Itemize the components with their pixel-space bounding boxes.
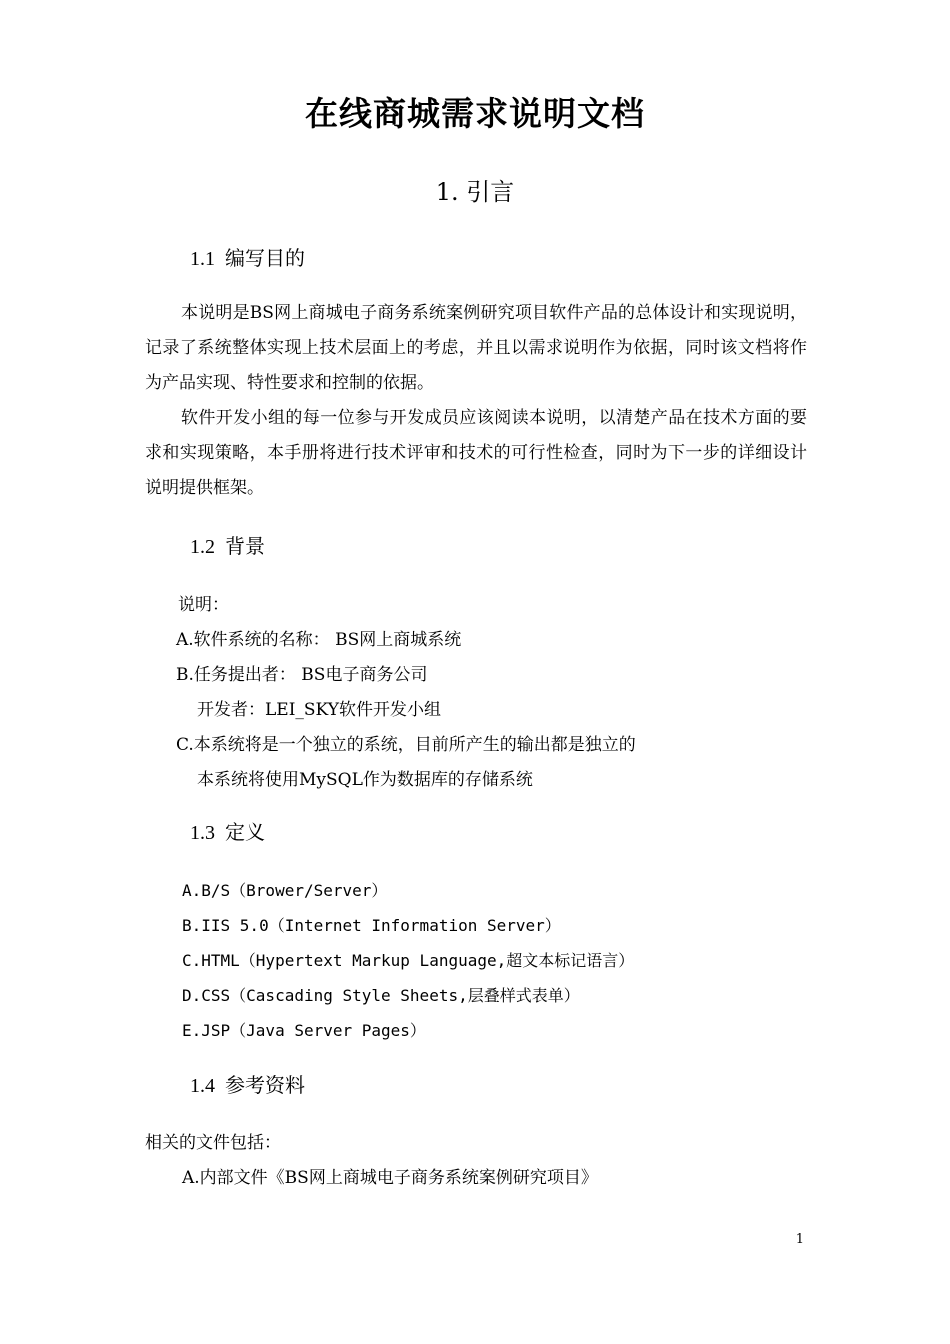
section-title: 编写目的: [225, 246, 305, 270]
section-heading-1-2: [190, 530, 265, 559]
section-number: 1.3: [190, 822, 215, 844]
section-number: 1.2: [190, 536, 215, 558]
section-heading-1-1: [190, 242, 305, 271]
page-number: 1: [795, 1232, 804, 1247]
reference-line: A.内部文件《BS网上商城电子商务系统案例研究项目》: [182, 1168, 598, 1188]
section-body-1-1: [145, 296, 807, 506]
background-line: C.本系统将是一个独立的系统，目前所产生的输出都是独立的: [176, 735, 636, 755]
section-heading-1-4: [190, 1069, 305, 1098]
definition-item: A.B/S（Brower/Server）: [182, 881, 388, 900]
section-number: 1.1: [190, 248, 215, 270]
definition-item: E.JSP（Java Server Pages）: [182, 1021, 426, 1040]
chapter-heading: 1. 引言: [435, 178, 515, 206]
section-title: 背景: [225, 534, 265, 558]
background-line: A.软件系统的名称： BS网上商城系统: [176, 630, 462, 650]
background-line: B.任务提出者： BS电子商务公司: [176, 665, 428, 685]
definition-item: C.HTML（Hypertext Markup Language,超文本标记语言）: [182, 951, 635, 970]
document-title: 在线商城需求说明文档: [305, 94, 645, 133]
background-line: 说明：: [178, 595, 229, 615]
definition-item: D.CSS（Cascading Style Sheets,层叠样式表单）: [182, 986, 580, 1005]
section-heading-1-3: [190, 816, 265, 845]
section-title: 参考资料: [225, 1073, 305, 1097]
background-line: 开发者：LEI_SKY软件开发小组: [197, 700, 442, 720]
section-title: 定义: [225, 820, 265, 844]
background-line: 本系统将使用MySQL作为数据库的存储系统: [197, 770, 533, 790]
definition-item: B.IIS 5.0（Internet Information Server）: [182, 916, 561, 935]
section-number: 1.4: [190, 1075, 215, 1097]
paragraph: 本说明是BS网上商城电子商务系统案例研究项目软件产品的总体设计和实现说明，记录了系统整体实现上技术层面上的考虑，并且以需求说明作为依据，同时该文档将作为产品实现、特性要求和控制的依据。: [145, 303, 807, 393]
paragraph: 软件开发小组的每一位参与开发成员应该阅读本说明，以清楚产品在技术方面的要求和实现策略，本手册将进行技术评审和技术的可行性检查，同时为下一步的详细设计说明提供框架。: [145, 408, 807, 498]
reference-line: 相关的文件包括：: [145, 1133, 281, 1153]
